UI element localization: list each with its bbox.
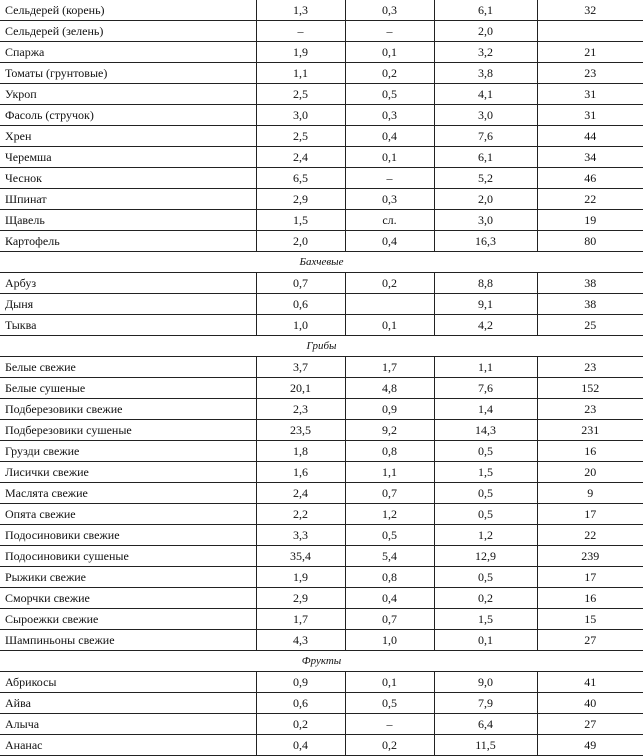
value-cell-4: 23 xyxy=(537,63,643,84)
value-cell-2: 1,7 xyxy=(345,357,434,378)
value-cell-1: 1,5 xyxy=(256,210,345,231)
value-cell-2: 0,1 xyxy=(345,42,434,63)
value-cell-4: 49 xyxy=(537,735,643,756)
value-cell-1: 2,4 xyxy=(256,147,345,168)
value-cell-2: – xyxy=(345,168,434,189)
value-cell-4: 19 xyxy=(537,210,643,231)
value-cell-1: – xyxy=(256,21,345,42)
table-row xyxy=(0,588,643,609)
value-cell-2: 0,4 xyxy=(345,126,434,147)
value-cell-4: 9 xyxy=(537,483,643,504)
value-cell-2: – xyxy=(345,21,434,42)
value-cell-1: 0,9 xyxy=(256,672,345,693)
value-cell-2: 0,7 xyxy=(345,483,434,504)
section-header-row xyxy=(0,336,643,357)
value-cell-4: 46 xyxy=(537,168,643,189)
product-name-cell: Подберезовики свежие xyxy=(0,399,256,420)
value-cell-1: 2,5 xyxy=(256,126,345,147)
table-row xyxy=(0,273,643,294)
table-row xyxy=(0,147,643,168)
value-cell-1: 2,5 xyxy=(256,84,345,105)
product-name-cell: Алыча xyxy=(0,714,256,735)
value-cell-1: 3,7 xyxy=(256,357,345,378)
value-cell-1: 0,2 xyxy=(256,714,345,735)
table-row xyxy=(0,504,643,525)
table-row xyxy=(0,609,643,630)
product-name-cell: Шпинат xyxy=(0,189,256,210)
value-cell-3: 7,6 xyxy=(434,126,537,147)
value-cell-1: 1,9 xyxy=(256,567,345,588)
table-row xyxy=(0,483,643,504)
section-header-row xyxy=(0,651,643,672)
value-cell-4: 31 xyxy=(537,105,643,126)
value-cell-4: 40 xyxy=(537,693,643,714)
value-cell-1: 1,7 xyxy=(256,609,345,630)
section-title: Фрукты xyxy=(0,651,643,672)
value-cell-1: 1,9 xyxy=(256,42,345,63)
value-cell-2: 0,8 xyxy=(345,441,434,462)
table-row xyxy=(0,315,643,336)
product-name-cell: Сельдерей (зелень) xyxy=(0,21,256,42)
product-name-cell: Щавель xyxy=(0,210,256,231)
value-cell-3: 12,9 xyxy=(434,546,537,567)
value-cell-2: 0,3 xyxy=(345,105,434,126)
value-cell-3: 7,9 xyxy=(434,693,537,714)
product-name-cell: Маслята свежие xyxy=(0,483,256,504)
table-row xyxy=(0,735,643,756)
value-cell-4: 38 xyxy=(537,273,643,294)
product-name-cell: Айва xyxy=(0,693,256,714)
value-cell-3: 4,1 xyxy=(434,84,537,105)
value-cell-3: 16,3 xyxy=(434,231,537,252)
value-cell-4: 44 xyxy=(537,126,643,147)
product-name-cell: Дыня xyxy=(0,294,256,315)
value-cell-3: 3,0 xyxy=(434,105,537,126)
table-row xyxy=(0,714,643,735)
value-cell-3: 0,5 xyxy=(434,504,537,525)
product-name-cell: Томаты (грунтовые) xyxy=(0,63,256,84)
value-cell-2: 0,5 xyxy=(345,693,434,714)
value-cell-1: 1,0 xyxy=(256,315,345,336)
value-cell-2: 0,5 xyxy=(345,84,434,105)
table-row xyxy=(0,399,643,420)
table-row xyxy=(0,546,643,567)
value-cell-3: 3,0 xyxy=(434,210,537,231)
value-cell-1: 2,2 xyxy=(256,504,345,525)
value-cell-2 xyxy=(345,294,434,315)
value-cell-3: 1,5 xyxy=(434,609,537,630)
value-cell-2: 9,2 xyxy=(345,420,434,441)
table-row xyxy=(0,168,643,189)
product-name-cell: Хрен xyxy=(0,126,256,147)
value-cell-2: 0,7 xyxy=(345,609,434,630)
value-cell-4: 32 xyxy=(537,0,643,21)
value-cell-4: 20 xyxy=(537,462,643,483)
table-row xyxy=(0,693,643,714)
value-cell-1: 0,6 xyxy=(256,693,345,714)
value-cell-1: 2,9 xyxy=(256,189,345,210)
product-name-cell: Сыроежки свежие xyxy=(0,609,256,630)
value-cell-3: 4,2 xyxy=(434,315,537,336)
value-cell-4: 17 xyxy=(537,504,643,525)
value-cell-4: 31 xyxy=(537,84,643,105)
value-cell-4: 34 xyxy=(537,147,643,168)
value-cell-3: 3,8 xyxy=(434,63,537,84)
table-row xyxy=(0,63,643,84)
value-cell-4: 27 xyxy=(537,630,643,651)
value-cell-2: 0,2 xyxy=(345,273,434,294)
value-cell-2: 0,2 xyxy=(345,63,434,84)
value-cell-4: 15 xyxy=(537,609,643,630)
value-cell-2: 0,1 xyxy=(345,147,434,168)
product-name-cell: Сморчки свежие xyxy=(0,588,256,609)
value-cell-4: 239 xyxy=(537,546,643,567)
value-cell-4: 80 xyxy=(537,231,643,252)
value-cell-2: 0,4 xyxy=(345,231,434,252)
table-row xyxy=(0,21,643,42)
product-name-cell: Белые сушеные xyxy=(0,378,256,399)
value-cell-1: 1,3 xyxy=(256,0,345,21)
table-row xyxy=(0,567,643,588)
value-cell-3: 3,2 xyxy=(434,42,537,63)
table-row xyxy=(0,105,643,126)
table-row xyxy=(0,231,643,252)
product-name-cell: Абрикосы xyxy=(0,672,256,693)
value-cell-2: 0,1 xyxy=(345,672,434,693)
value-cell-2: – xyxy=(345,714,434,735)
value-cell-4: 21 xyxy=(537,42,643,63)
product-name-cell: Рыжики свежие xyxy=(0,567,256,588)
value-cell-4: 22 xyxy=(537,189,643,210)
value-cell-1: 2,4 xyxy=(256,483,345,504)
value-cell-3: 2,0 xyxy=(434,21,537,42)
product-name-cell: Подберезовики сушеные xyxy=(0,420,256,441)
value-cell-3: 2,0 xyxy=(434,189,537,210)
product-name-cell: Сельдерей (корень) xyxy=(0,0,256,21)
value-cell-4: 22 xyxy=(537,525,643,546)
table-row xyxy=(0,630,643,651)
value-cell-3: 5,2 xyxy=(434,168,537,189)
section-title: Бахчевые xyxy=(0,252,643,273)
value-cell-2: 4,8 xyxy=(345,378,434,399)
table-row xyxy=(0,378,643,399)
value-cell-2: 0,4 xyxy=(345,588,434,609)
value-cell-1: 35,4 xyxy=(256,546,345,567)
value-cell-3: 9,1 xyxy=(434,294,537,315)
value-cell-4: 25 xyxy=(537,315,643,336)
product-name-cell: Опята свежие xyxy=(0,504,256,525)
value-cell-1: 0,6 xyxy=(256,294,345,315)
value-cell-3: 6,1 xyxy=(434,147,537,168)
value-cell-2: 1,0 xyxy=(345,630,434,651)
product-name-cell: Картофель xyxy=(0,231,256,252)
product-name-cell: Укроп xyxy=(0,84,256,105)
value-cell-3: 1,2 xyxy=(434,525,537,546)
value-cell-2: 1,2 xyxy=(345,504,434,525)
value-cell-2: сл. xyxy=(345,210,434,231)
product-name-cell: Подосиновики свежие xyxy=(0,525,256,546)
value-cell-4: 38 xyxy=(537,294,643,315)
table-row xyxy=(0,189,643,210)
section-header-row xyxy=(0,252,643,273)
product-name-cell: Белые свежие xyxy=(0,357,256,378)
value-cell-2: 0,3 xyxy=(345,0,434,21)
value-cell-4: 16 xyxy=(537,588,643,609)
value-cell-3: 0,2 xyxy=(434,588,537,609)
value-cell-2: 0,3 xyxy=(345,189,434,210)
table-row xyxy=(0,357,643,378)
value-cell-4: 16 xyxy=(537,441,643,462)
product-name-cell: Шампиньоны свежие xyxy=(0,630,256,651)
value-cell-3: 6,1 xyxy=(434,0,537,21)
table-row xyxy=(0,126,643,147)
value-cell-1: 6,5 xyxy=(256,168,345,189)
value-cell-3: 7,6 xyxy=(434,378,537,399)
value-cell-1: 2,9 xyxy=(256,588,345,609)
value-cell-2: 1,1 xyxy=(345,462,434,483)
table-row xyxy=(0,462,643,483)
table-row xyxy=(0,210,643,231)
table-row xyxy=(0,0,643,21)
value-cell-3: 6,4 xyxy=(434,714,537,735)
value-cell-4: 17 xyxy=(537,567,643,588)
table-row xyxy=(0,441,643,462)
value-cell-1: 3,0 xyxy=(256,105,345,126)
value-cell-1: 2,0 xyxy=(256,231,345,252)
value-cell-4 xyxy=(537,21,643,42)
value-cell-4: 231 xyxy=(537,420,643,441)
value-cell-3: 1,4 xyxy=(434,399,537,420)
value-cell-3: 0,5 xyxy=(434,567,537,588)
value-cell-3: 14,3 xyxy=(434,420,537,441)
table-row xyxy=(0,420,643,441)
table-row xyxy=(0,672,643,693)
product-name-cell: Черемша xyxy=(0,147,256,168)
value-cell-1: 4,3 xyxy=(256,630,345,651)
value-cell-1: 20,1 xyxy=(256,378,345,399)
product-name-cell: Подосиновики сушеные xyxy=(0,546,256,567)
value-cell-1: 0,4 xyxy=(256,735,345,756)
value-cell-4: 27 xyxy=(537,714,643,735)
value-cell-4: 152 xyxy=(537,378,643,399)
value-cell-1: 0,7 xyxy=(256,273,345,294)
value-cell-3: 9,0 xyxy=(434,672,537,693)
value-cell-3: 1,1 xyxy=(434,357,537,378)
value-cell-1: 3,3 xyxy=(256,525,345,546)
value-cell-1: 1,6 xyxy=(256,462,345,483)
value-cell-1: 1,8 xyxy=(256,441,345,462)
value-cell-3: 8,8 xyxy=(434,273,537,294)
value-cell-3: 0,5 xyxy=(434,441,537,462)
value-cell-2: 0,8 xyxy=(345,567,434,588)
value-cell-4: 41 xyxy=(537,672,643,693)
value-cell-2: 5,4 xyxy=(345,546,434,567)
product-name-cell: Фасоль (стручок) xyxy=(0,105,256,126)
value-cell-2: 0,1 xyxy=(345,315,434,336)
product-name-cell: Лисички свежие xyxy=(0,462,256,483)
value-cell-4: 23 xyxy=(537,399,643,420)
product-name-cell: Грузди свежие xyxy=(0,441,256,462)
value-cell-4: 23 xyxy=(537,357,643,378)
table-row xyxy=(0,525,643,546)
value-cell-1: 2,3 xyxy=(256,399,345,420)
value-cell-3: 1,5 xyxy=(434,462,537,483)
value-cell-3: 0,5 xyxy=(434,483,537,504)
product-name-cell: Тыква xyxy=(0,315,256,336)
value-cell-1: 1,1 xyxy=(256,63,345,84)
value-cell-3: 11,5 xyxy=(434,735,537,756)
table-row xyxy=(0,42,643,63)
value-cell-2: 0,5 xyxy=(345,525,434,546)
table-row xyxy=(0,84,643,105)
product-name-cell: Чеснок xyxy=(0,168,256,189)
value-cell-1: 23,5 xyxy=(256,420,345,441)
product-name-cell: Спаржа xyxy=(0,42,256,63)
product-name-cell: Арбуз xyxy=(0,273,256,294)
value-cell-3: 0,1 xyxy=(434,630,537,651)
value-cell-2: 0,9 xyxy=(345,399,434,420)
section-title: Грибы xyxy=(0,336,643,357)
product-name-cell: Ананас xyxy=(0,735,256,756)
value-cell-2: 0,2 xyxy=(345,735,434,756)
table-row xyxy=(0,294,643,315)
